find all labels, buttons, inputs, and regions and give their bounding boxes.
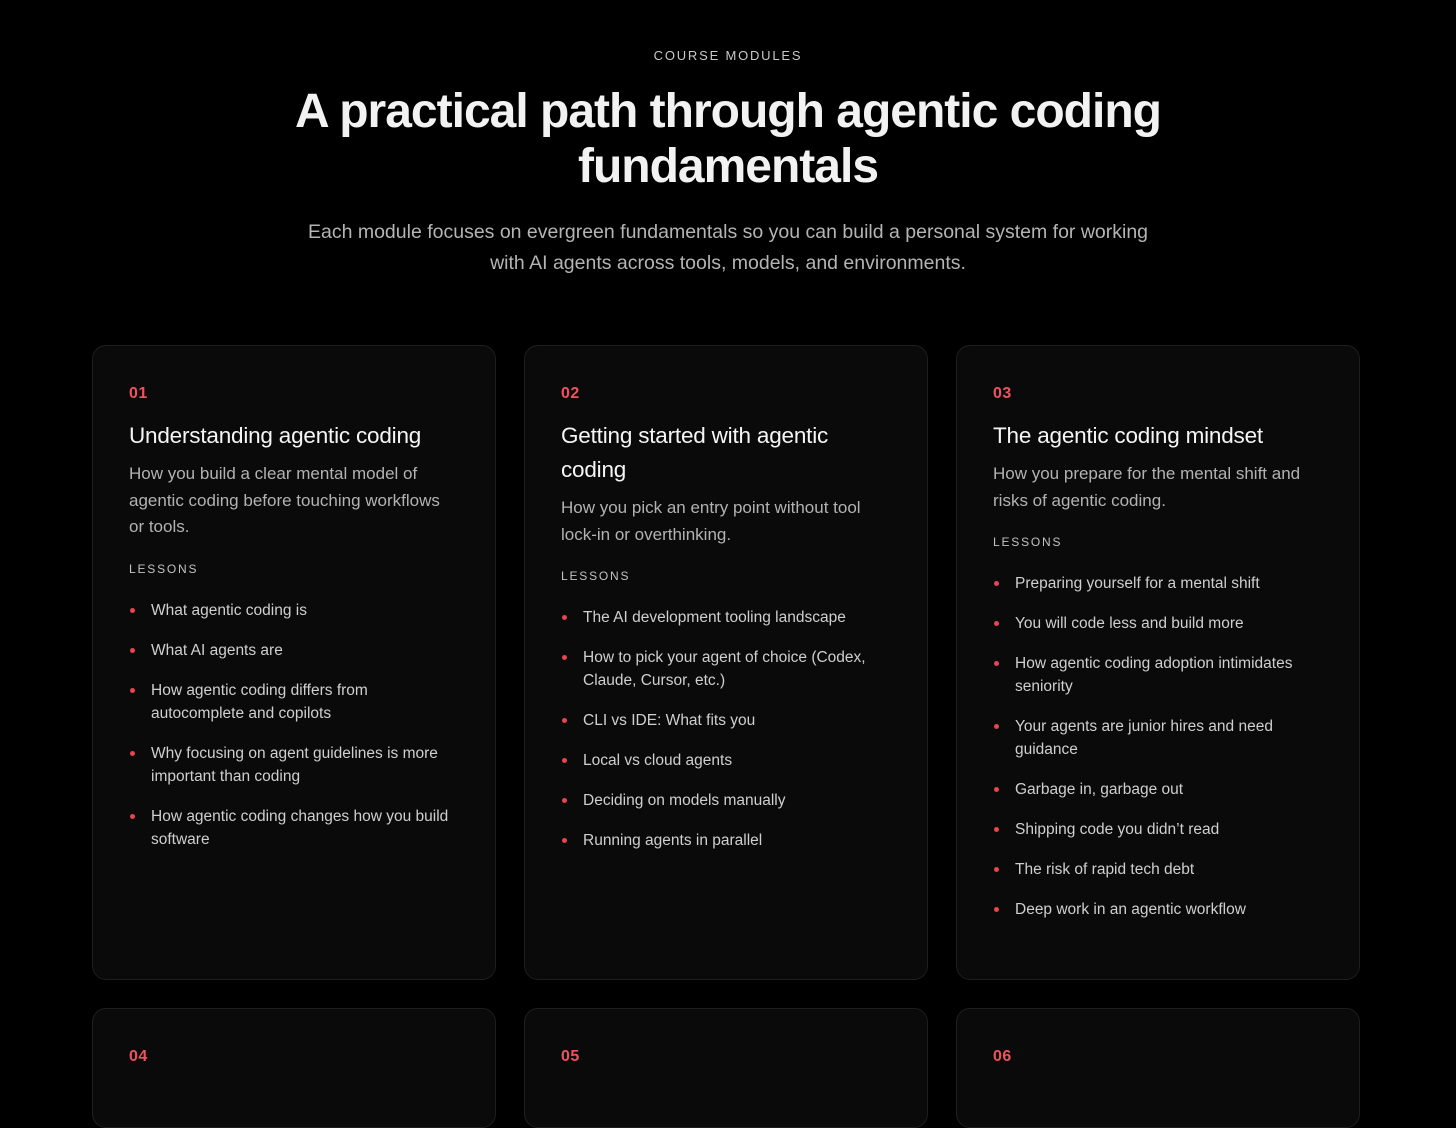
- lesson-text: The AI development tooling landscape: [583, 609, 846, 626]
- lesson-text: Preparing yourself for a mental shift: [1015, 575, 1260, 592]
- module-number: 05: [561, 1048, 580, 1065]
- list-item: [129, 805, 459, 851]
- bullet-icon: [562, 655, 567, 660]
- module-title: Understanding agentic coding: [129, 423, 422, 448]
- module-title: The agentic coding mindset: [993, 423, 1263, 448]
- list-item: [993, 898, 1323, 921]
- list-item: [561, 709, 891, 732]
- lesson-text: How agentic coding differs from autocomplete and copilots: [151, 681, 368, 722]
- list-item: [993, 858, 1323, 881]
- lesson-text: CLI vs IDE: What fits you: [583, 712, 756, 729]
- list-item: [993, 715, 1323, 761]
- bullet-icon: [994, 621, 999, 626]
- module-description: How you prepare for the mental shift and risks of agentic coding.: [993, 464, 1301, 510]
- bullet-icon: [994, 581, 999, 586]
- lesson-list: [561, 606, 891, 852]
- module-card-06: [956, 1008, 1360, 1128]
- bullet-icon: [130, 688, 135, 693]
- bullet-icon: [562, 798, 567, 803]
- lesson-text: Local vs cloud agents: [583, 752, 733, 769]
- bullet-icon: [994, 907, 999, 912]
- lesson-text: What agentic coding is: [151, 601, 307, 619]
- bullet-icon: [994, 724, 999, 729]
- bullet-icon: [130, 814, 135, 819]
- list-item: [993, 612, 1323, 635]
- bullet-icon: [130, 648, 135, 653]
- list-item: [993, 652, 1323, 698]
- lessons-label: LESSONS: [129, 561, 199, 576]
- module-card-05: [524, 1008, 928, 1128]
- module-description: How you pick an entry point without tool lock-in or overthinking.: [561, 498, 861, 544]
- list-item: [561, 749, 891, 772]
- list-item: [129, 639, 459, 662]
- list-item: [129, 599, 459, 622]
- bullet-icon: [130, 608, 135, 613]
- list-item: [993, 572, 1323, 595]
- module-card-04: [92, 1008, 496, 1128]
- lessons-label: LESSONS: [561, 569, 631, 583]
- lesson-text: Running agents in parallel: [583, 832, 763, 849]
- list-item: [561, 789, 891, 812]
- bullet-icon: [994, 827, 999, 832]
- lesson-text: How agentic coding adoption intimidates seniority: [1015, 655, 1293, 695]
- module-card-02: [524, 345, 928, 980]
- lesson-text: Shipping code you didn’t read: [1015, 821, 1220, 838]
- list-item: [993, 818, 1323, 841]
- page-subtitle: Each module focuses on evergreen fundamentals so you can build a personal system for working with AI agents across tools, models, and environments.: [307, 221, 1149, 274]
- lesson-text: Your agents are junior hires and need guidance: [1015, 718, 1273, 758]
- bullet-icon: [994, 787, 999, 792]
- module-number: 02: [561, 385, 580, 402]
- lesson-text: Why focusing on agent guidelines is more important than coding: [151, 744, 438, 785]
- list-item: [129, 679, 459, 725]
- module-card-03: [956, 345, 1360, 980]
- list-item: [993, 778, 1323, 801]
- module-number: 03: [993, 385, 1012, 402]
- lessons-label: LESSONS: [993, 535, 1063, 549]
- list-item: [561, 606, 891, 629]
- eyebrow: COURSE MODULES: [653, 48, 803, 63]
- lesson-list: [129, 599, 459, 851]
- lesson-text: How agentic coding changes how you build software: [151, 807, 449, 848]
- lesson-text: Garbage in, garbage out: [1015, 781, 1184, 798]
- lesson-list: [993, 572, 1323, 921]
- module-description: How you build a clear mental model of agentic coding before touching workflows or tools.: [129, 464, 440, 536]
- lesson-text: Deep work in an agentic workflow: [1015, 901, 1246, 918]
- lesson-text: How to pick your agent of choice (Codex, Claude, Cursor, etc.): [583, 649, 866, 689]
- module-card-01: [92, 345, 496, 980]
- module-number: 06: [993, 1048, 1012, 1065]
- bullet-icon: [562, 718, 567, 723]
- page-title: A practical path through agentic coding fundamentals: [295, 85, 1161, 193]
- bullet-icon: [562, 838, 567, 843]
- list-item: [561, 829, 891, 852]
- list-item: [129, 742, 459, 788]
- lesson-text: The risk of rapid tech debt: [1015, 861, 1195, 878]
- bullet-icon: [562, 758, 567, 763]
- module-number: 01: [129, 385, 148, 402]
- bullet-icon: [130, 751, 135, 756]
- lesson-text: You will code less and build more: [1015, 615, 1244, 632]
- lesson-text: Deciding on models manually: [583, 792, 786, 809]
- bullet-icon: [562, 615, 567, 620]
- bullet-icon: [994, 661, 999, 666]
- module-number: 04: [129, 1048, 148, 1065]
- module-title: Getting started with agentic coding: [561, 423, 829, 482]
- lesson-text: What AI agents are: [151, 641, 283, 659]
- bullet-icon: [994, 867, 999, 872]
- list-item: [561, 646, 891, 692]
